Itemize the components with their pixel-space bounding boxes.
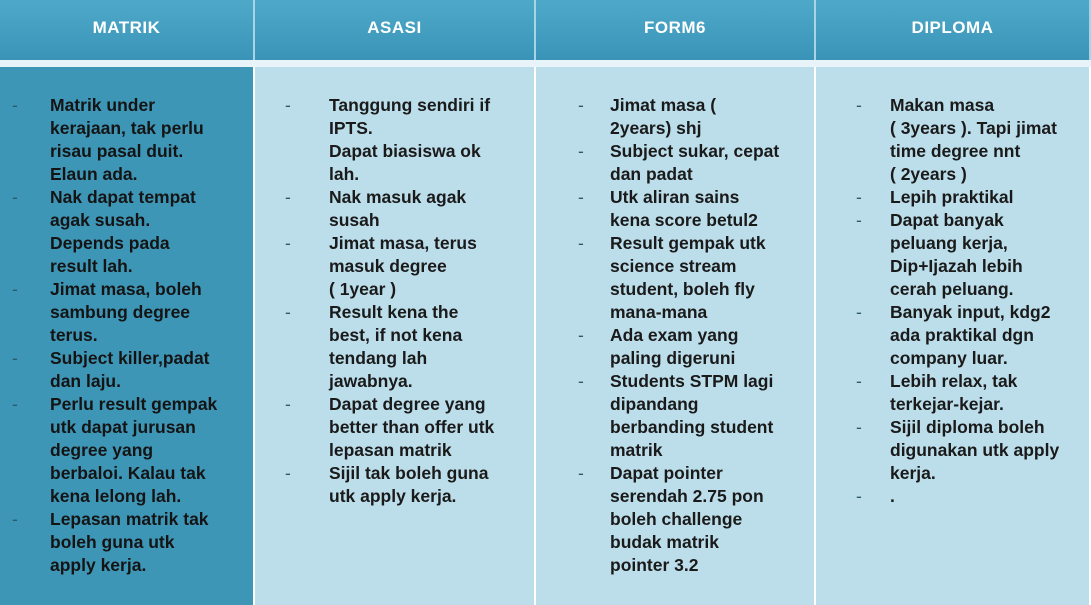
item-text: Makan masa ( 3years ). Tapi jimat time degree nnt ( 2years ) [890,95,1057,184]
item-text: Subject sukar, cepat dan padat [610,141,780,184]
column-diploma [816,60,1091,605]
bullet-dash: - [285,463,291,483]
header-form6: FORM6 [536,0,816,60]
asasi-list [267,94,526,508]
item-text: Jimat masa ( 2years) shj [610,95,717,138]
list-item [548,186,806,232]
bullet-dash: - [856,486,862,506]
bullet-dash: - [578,463,584,483]
item-text: Dapat degree yang better than offer utk lepasan matrik [329,394,495,460]
list-item [548,140,806,186]
header-asasi: ASASI [255,0,536,60]
bullet-dash: - [856,302,862,322]
item-text: Dapat banyak peluang kerja, Dip+Ijazah lebih cerah peluang. [890,210,1023,299]
bullet-dash: - [12,348,18,368]
list-item [548,370,806,462]
form6-list [548,94,806,577]
list-item [828,485,1081,508]
header-matrik: MATRIK [0,0,255,60]
item-text: Tanggung sendiri if IPTS. Dapat biasiswa ok lah. [329,95,491,184]
item-text: Ada exam yang paling digeruni [610,325,739,368]
header-divider [0,60,1091,67]
item-text: Lebih relax, tak terkejar-kejar. [890,371,1018,414]
list-item [267,232,526,301]
list-item [267,393,526,462]
bullet-dash: - [12,187,18,207]
bullet-dash: - [578,141,584,161]
bullet-dash: - [12,394,18,414]
list-item [267,301,526,393]
list-item [12,393,245,508]
item-text: Dapat pointer serendah 2.75 pon boleh challenge budak matrik pointer 3.2 [610,463,764,575]
column-asasi [255,60,536,605]
diploma-list [828,94,1081,508]
list-item [828,370,1081,416]
list-item [828,94,1081,186]
bullet-dash: - [578,233,584,253]
bullet-dash: - [856,417,862,437]
list-item [548,324,806,370]
item-text: Sijil tak boleh guna utk apply kerja. [329,463,489,506]
item-text: Banyak input, kdg2 ada praktikal dgn company luar. [890,302,1051,368]
list-item [828,416,1081,485]
bullet-dash: - [578,95,584,115]
bullet-dash: - [12,279,18,299]
bullet-dash: - [856,210,862,230]
item-text: Subject killer,padat dan laju. [50,348,210,391]
item-text: Nak masuk agak susah [329,187,467,230]
bullet-dash: - [578,325,584,345]
list-item [267,462,526,508]
header-diploma: DIPLOMA [816,0,1091,60]
bullet-dash: - [12,95,18,115]
bullet-dash: - [285,394,291,414]
bullet-dash: - [285,233,291,253]
list-item [548,94,806,140]
list-item [12,186,245,278]
column-form6 [536,60,816,605]
matrik-list [12,94,245,577]
item-text: Lepasan matrik tak boleh guna utk apply kerja. [50,509,209,575]
column-matrik [0,60,255,605]
list-item [548,232,806,324]
bullet-dash: - [285,187,291,207]
item-text: Result kena the best, if not kena tendang lah jawabnya. [329,302,463,391]
bullet-dash: - [285,95,291,115]
item-text: Matrik under kerajaan, tak perlu risau pasal duit. Elaun ada. [50,95,204,184]
list-item [12,94,245,186]
list-item [828,301,1081,370]
bullet-dash: - [856,187,862,207]
item-text: Nak dapat tempat agak susah. Depends pada result lah. [50,187,196,276]
item-text: Result gempak utk science stream student, boleh fly mana-mana [610,233,766,322]
list-item [267,94,526,186]
bullet-dash: - [12,509,18,529]
item-text: . [890,486,895,506]
list-item [12,278,245,347]
bullet-dash: - [856,95,862,115]
item-text: Perlu result gempak utk dapat jurusan degree yang berbaloi. Kalau tak kena lelong lah. [50,394,218,506]
item-text: Lepih praktikal [890,187,1014,207]
item-text: Students STPM lagi dipandang berbanding student matrik [610,371,774,460]
item-text: Sijil diploma boleh digunakan utk apply kerja. [890,417,1060,483]
item-text: Jimat masa, boleh sambung degree terus. [50,279,202,345]
list-item [828,209,1081,301]
bullet-dash: - [285,302,291,322]
bullet-dash: - [578,187,584,207]
item-text: Jimat masa, terus masuk degree ( 1year ) [329,233,477,299]
list-item [12,347,245,393]
bullet-dash: - [856,371,862,391]
item-text: Utk aliran sains kena score betul2 [610,187,758,230]
list-item [828,186,1081,209]
bullet-dash: - [578,371,584,391]
list-item [548,462,806,577]
list-item [12,508,245,577]
list-item [267,186,526,232]
